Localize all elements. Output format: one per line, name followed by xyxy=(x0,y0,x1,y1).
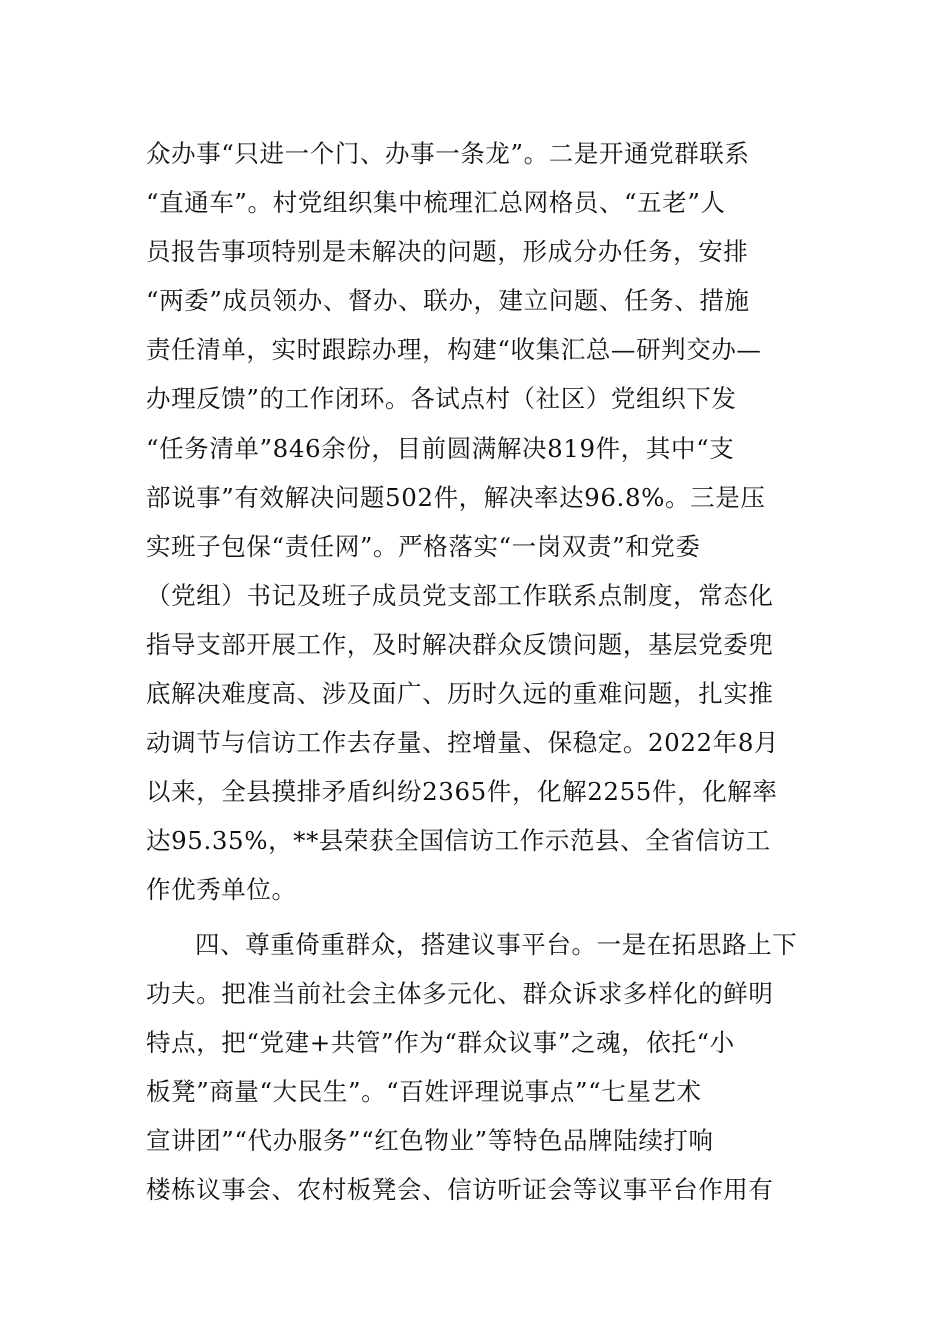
text-line: 楼栋议事会、农村板凳会、信访听证会等议事平台作用有 xyxy=(146,1175,774,1205)
text-line: 以来，全县摸排矛盾纠纷2365件，化解2255件，化解率 xyxy=(146,777,778,807)
text-line: 众办事“只进一个门、办事一条龙”。二是开通党群联系 xyxy=(146,139,750,168)
text-line: “任务清单”846余份，目前圆满解决819件，其中“支 xyxy=(146,433,735,463)
text-line: “直通车”。村党组织集中梳理汇总网格员、“五老”人 xyxy=(146,188,726,218)
text-line: 特点，把“党建+共管”作为“群众议事”之魂，依托“小 xyxy=(146,1028,735,1058)
text-line: 宣讲团”“代办服务”“红色物业”等特色品牌陆续打响 xyxy=(146,1126,714,1156)
text-line: 功夫。把准当前社会主体多元化、群众诉求多样化的鲜明 xyxy=(146,979,774,1009)
text-line: “两委”成员领办、督办、联办，建立问题、任务、措施 xyxy=(146,286,750,316)
text-line: 办理反馈”的工作闭环。各试点村（社区）党组织下发 xyxy=(146,384,737,414)
text-line: 板凳”商量“大民生”。“百姓评理说事点”“七星艺术 xyxy=(146,1077,702,1107)
text-line: 底解决难度高、涉及面广、历时久远的重难问题，扎实推 xyxy=(146,679,774,709)
text-line: 达95.35%，**县荣获全国信访工作示范县、全省信访工 xyxy=(146,826,771,856)
text-line: 作优秀单位。 xyxy=(146,875,297,905)
paragraph-1 xyxy=(146,129,826,915)
text-line: 指导支部开展工作，及时解决群众反馈问题，基层党委兜 xyxy=(146,629,774,659)
text-line: 实班子包保“责任网”。严格落实“一岗双责”和党委 xyxy=(146,531,701,561)
text-line: 责任清单，实时跟踪办理，构建“收集汇总—研判交办— xyxy=(146,335,762,365)
text-line-first-indented: 四、尊重倚重群众，搭建议事平台。一是在拓思路上下 xyxy=(195,930,798,959)
text-line: 动调节与信访工作去存量、控增量、保稳定。2022年8月 xyxy=(146,728,780,758)
paragraph-2 xyxy=(146,920,826,1215)
text-line: （党组）书记及班子成员党支部工作联系点制度，常态化 xyxy=(146,580,774,610)
text-line: 部说事”有效解决问题502件，解决率达96.8%。三是压 xyxy=(146,482,766,512)
text-line: 员报告事项特别是未解决的问题，形成分办任务，安排 xyxy=(146,237,749,267)
